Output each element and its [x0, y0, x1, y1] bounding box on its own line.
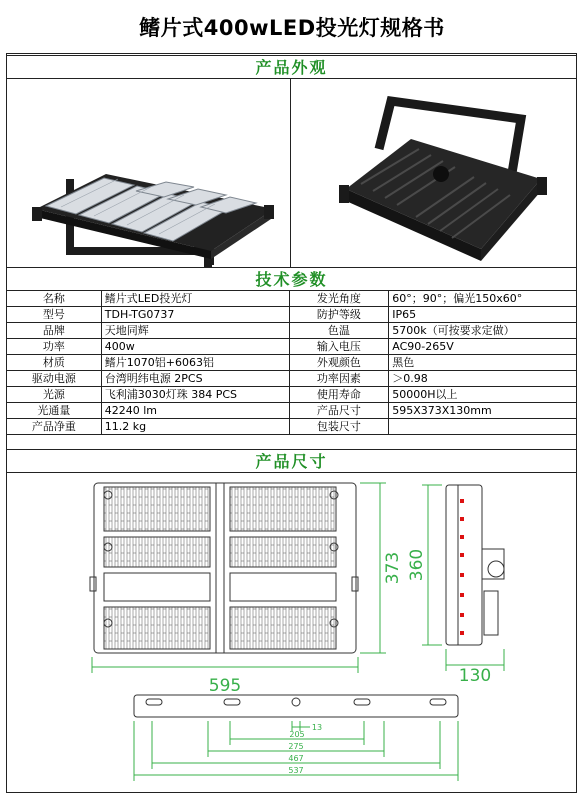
- spec-value: 鳍片式LED投光灯: [101, 291, 289, 307]
- spec-value: 台湾明纬电源 2PCS: [101, 371, 289, 387]
- spec-value: 50000H以上: [389, 387, 577, 403]
- bracket-dim-3: 467: [288, 754, 304, 763]
- page-title: 鳍片式400wLED投光灯规格书: [139, 16, 445, 40]
- spec-label: 包装尺寸: [289, 419, 389, 435]
- bracket-drawing: [134, 695, 458, 717]
- side-view-mount-holes: [460, 499, 464, 635]
- spec-row: [7, 323, 577, 339]
- spec-value: 飞利浦3030灯珠 384 PCS: [101, 387, 289, 403]
- spec-row: [7, 291, 577, 307]
- spec-row: [7, 355, 577, 371]
- product-photo-back: [291, 79, 577, 267]
- spec-value: 400w: [101, 339, 289, 355]
- spec-label: 外观颜色: [289, 355, 389, 371]
- spec-label: 功率因素: [289, 371, 389, 387]
- spec-label: 色温: [289, 323, 389, 339]
- spec-value: 595X373X130mm: [389, 403, 577, 419]
- spec-label: 防护等级: [289, 307, 389, 323]
- spec-label: 使用寿命: [289, 387, 389, 403]
- spec-label: 发光角度: [289, 291, 389, 307]
- section-heading-dimensions: 产品尺寸: [6, 449, 577, 473]
- spec-value: 黑色: [389, 355, 577, 371]
- spec-label: 名称: [7, 291, 102, 307]
- spec-label: 光源: [7, 387, 102, 403]
- product-photo-front: [6, 79, 291, 267]
- bracket-dim-4: 537: [288, 766, 304, 775]
- spec-value: IP65: [389, 307, 577, 323]
- product-photos: [6, 79, 577, 267]
- spec-row: [7, 419, 577, 435]
- spec-table: [6, 290, 577, 435]
- dimension-drawings: [6, 473, 577, 792]
- bracket-dim-0: 13: [311, 723, 323, 732]
- spec-value: ＞0.98: [389, 371, 577, 387]
- spec-value: 60°；90°；偏光150x60°: [389, 291, 577, 307]
- spec-value: AC90-265V: [389, 339, 577, 355]
- depth-dimension-label: 130: [458, 666, 492, 686]
- height-dimension-label: 373: [383, 551, 403, 585]
- spec-value: 5700k（可按要求定做）: [389, 323, 577, 339]
- bracket-dim-2: 275: [288, 742, 304, 751]
- side-height-dimension-label: 360: [407, 548, 427, 582]
- spec-row: [7, 371, 577, 387]
- spec-value: 天地同辉: [101, 323, 289, 339]
- spec-row: [7, 307, 577, 323]
- spec-row: [7, 387, 577, 403]
- spec-value: [389, 419, 577, 435]
- spec-value: TDH-TG0737: [101, 307, 289, 323]
- spec-label: 输入电压: [289, 339, 389, 355]
- spec-label: 驱动电源: [7, 371, 102, 387]
- spec-value: 鳍片1070铝+6063铝: [101, 355, 289, 371]
- spec-value: 11.2 kg: [101, 419, 289, 435]
- spec-row: [7, 339, 577, 355]
- bracket-dim-1: 205: [289, 730, 305, 739]
- spec-value: 42240 lm: [101, 403, 289, 419]
- width-dimension-label: 595: [208, 676, 242, 696]
- spec-label: 材质: [7, 355, 102, 371]
- front-view-drawing: [90, 483, 358, 653]
- spec-row: [7, 403, 577, 419]
- section-heading-tech-params: 技术参数: [6, 267, 577, 291]
- spec-label: 型号: [7, 307, 102, 323]
- spec-label: 产品尺寸: [289, 403, 389, 419]
- section-heading-appearance: 产品外观: [6, 55, 577, 79]
- spec-label: 功率: [7, 339, 102, 355]
- side-view-drawing: [446, 485, 504, 645]
- spec-label: 品牌: [7, 323, 102, 339]
- spec-label: 产品净重: [7, 419, 102, 435]
- spec-label: 光通量: [7, 403, 102, 419]
